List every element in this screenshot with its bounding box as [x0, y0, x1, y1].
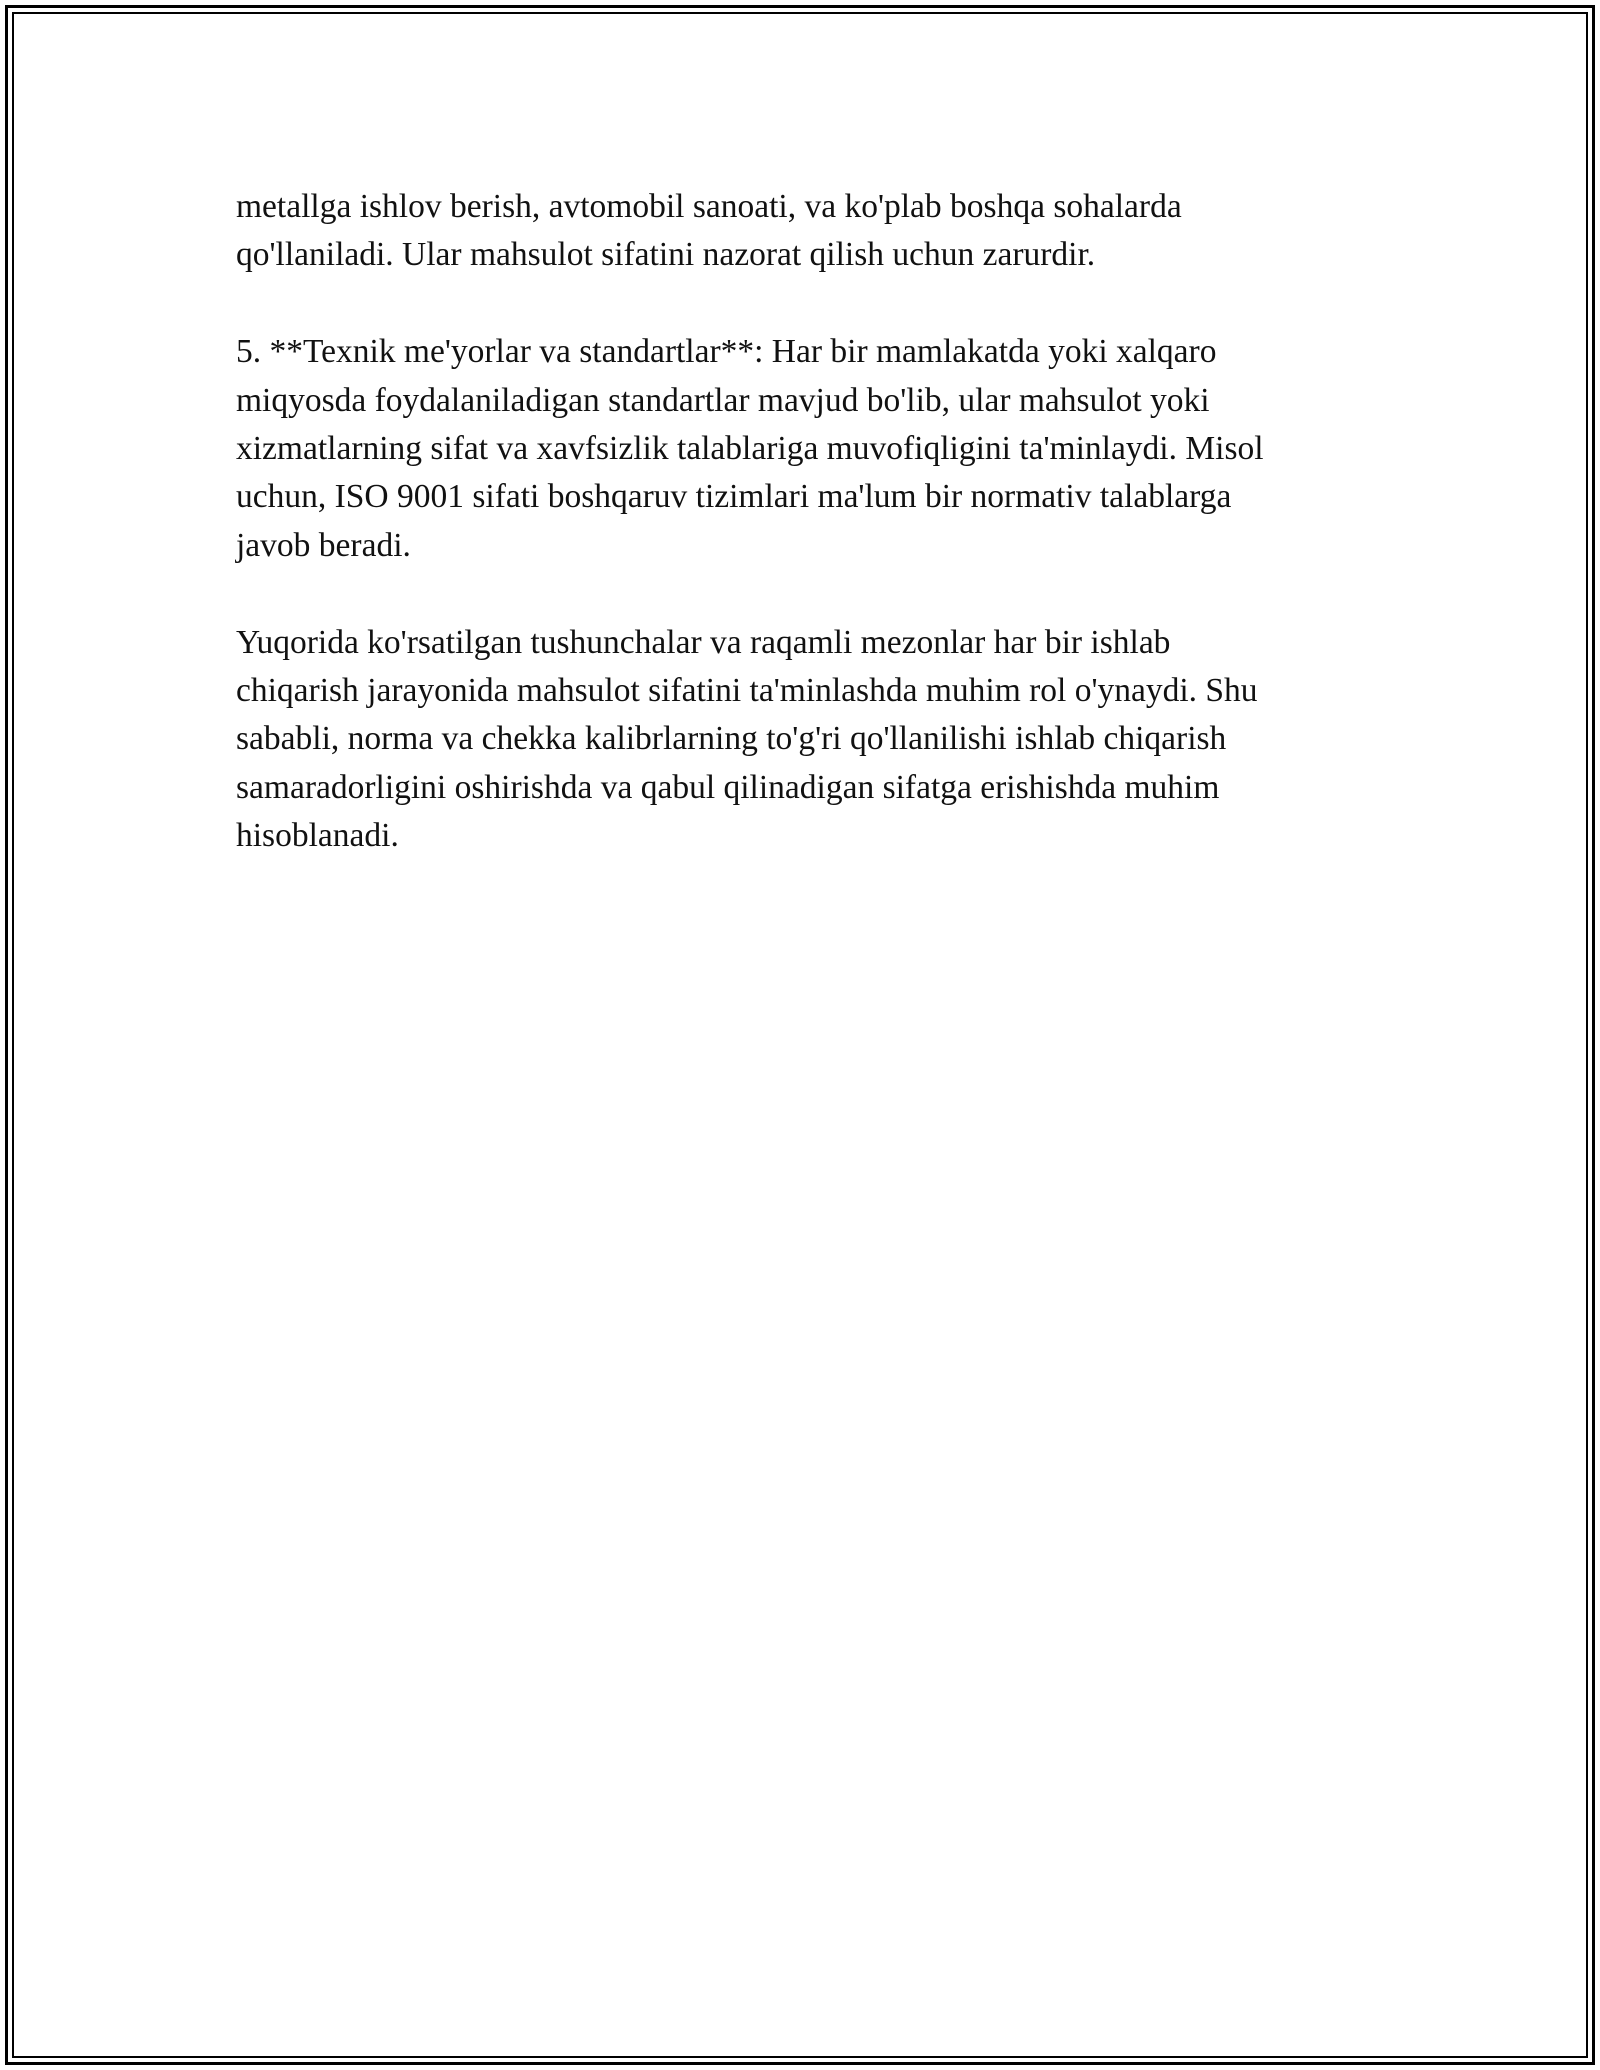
text-line: javob beradi.	[236, 526, 411, 564]
text-line: metallga ishlov berish, avtomobil sanoati, va ko'plab boshqa sohalarda	[236, 188, 1182, 225]
text-line: 5. **Texnik me'yorlar va standartlar**: Har bir mamlakatda yoki xalqaro	[236, 333, 1217, 371]
paragraph-2	[236, 328, 1376, 570]
text-line: sababli, norma va chekka kalibrlarning to'g'ri qo'llanilishi ishlab chiqarish	[236, 720, 1227, 758]
text-line: miqyosda foydalaniladigan standartlar mavjud bo'lib, ular mahsulot yoki	[236, 381, 1210, 419]
paragraph-1	[236, 183, 1376, 280]
text-line: uchun, ISO 9001 sifati boshqaruv tizimlari ma'lum bir normativ talablarga	[236, 478, 1232, 516]
paragraph-3	[236, 619, 1376, 861]
text-line: samaradorligini oshirishda va qabul qilinadigan sifatga erishishda muhim	[236, 768, 1220, 806]
document-body	[236, 183, 1376, 909]
text-line: chiqarish jarayonida mahsulot sifatini ta'minlashda muhim rol o'ynaydi. Shu	[236, 672, 1258, 710]
text-line: xizmatlarning sifat va xavfsizlik talablariga muvofiqligini ta'minlaydi. Misol	[236, 430, 1264, 468]
text-line: hisoblanadi.	[236, 817, 399, 855]
text-line: Yuqorida ko'rsatilgan tushunchalar va raqamli mezonlar har bir ishlab	[236, 623, 1171, 661]
text-line: qo'llaniladi. Ular mahsulot sifatini nazorat qilish uchun zarurdir.	[236, 236, 1096, 274]
